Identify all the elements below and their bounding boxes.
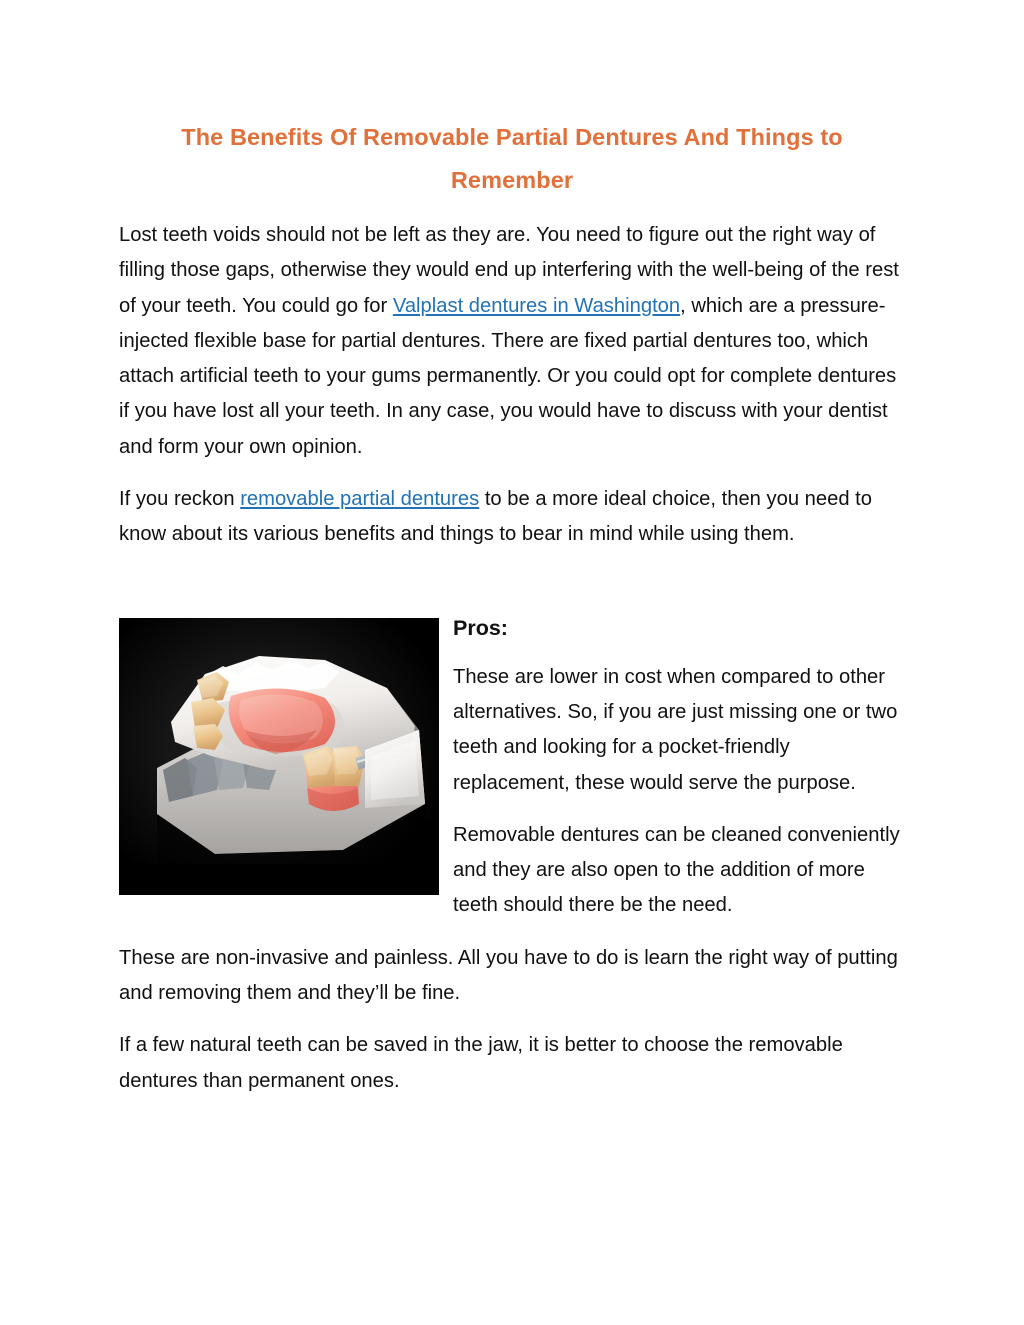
denture-illustration xyxy=(119,618,439,895)
intro-text-after-link: , which are a pressure-injected flexible base for partial dentures. There are fixed partial dentures too, which attach artificial teeth to your gums permanently. Or you could opt for complete dentures if you have lost all your teeth. In any case, you would have to discuss with your dentist and form your own opinion. xyxy=(119,294,897,458)
document-content xyxy=(119,116,905,1116)
intro-text-before-link: Lost teeth voids should not be left as they are. You need to figure out the right way of filling those gaps, otherwise they would end up interfering with the well-being of the rest of your teeth. You could go for xyxy=(119,224,899,317)
pros-paragraph-natural-teeth: If a few natural teeth can be saved in the jaw, it is better to choose the removable dentures than permanent ones. xyxy=(119,1034,843,1092)
figure-top-spacer xyxy=(119,570,905,612)
pros-paragraph-cost: These are lower in cost when compared to other alternatives. So, if you are just missing one or two teeth and looking for a pocket-friendly replacement, these would serve the purpose. xyxy=(453,665,898,794)
removable-partial-dentures-link[interactable]: removable partial dentures xyxy=(240,488,480,511)
second-text-before-link: If you reckon xyxy=(119,488,241,511)
page-title: The Benefits Of Removable Partial Dentures And Things to Remember xyxy=(181,124,843,193)
pros-paragraph-cleaning: Removable dentures can be cleaned conveniently and they are also open to the addition of more teeth should there be the need. xyxy=(453,823,900,917)
second-paragraph xyxy=(119,482,905,553)
pros-section xyxy=(119,612,905,941)
second-text-after-link: to be a more ideal choice, then you need to know about its various benefits and things to bear in mind while using them. xyxy=(119,488,873,546)
valplast-dentures-link[interactable]: Valplast dentures in Washington xyxy=(392,294,681,317)
intro-paragraph xyxy=(119,218,905,465)
denture-image xyxy=(119,618,439,895)
pros-heading: Pros: xyxy=(453,615,508,640)
pros-paragraph-noninvasive: These are non-invasive and painless. All you have to do is learn the right way of putting and removing them and they’ll be fine. xyxy=(119,946,898,1005)
